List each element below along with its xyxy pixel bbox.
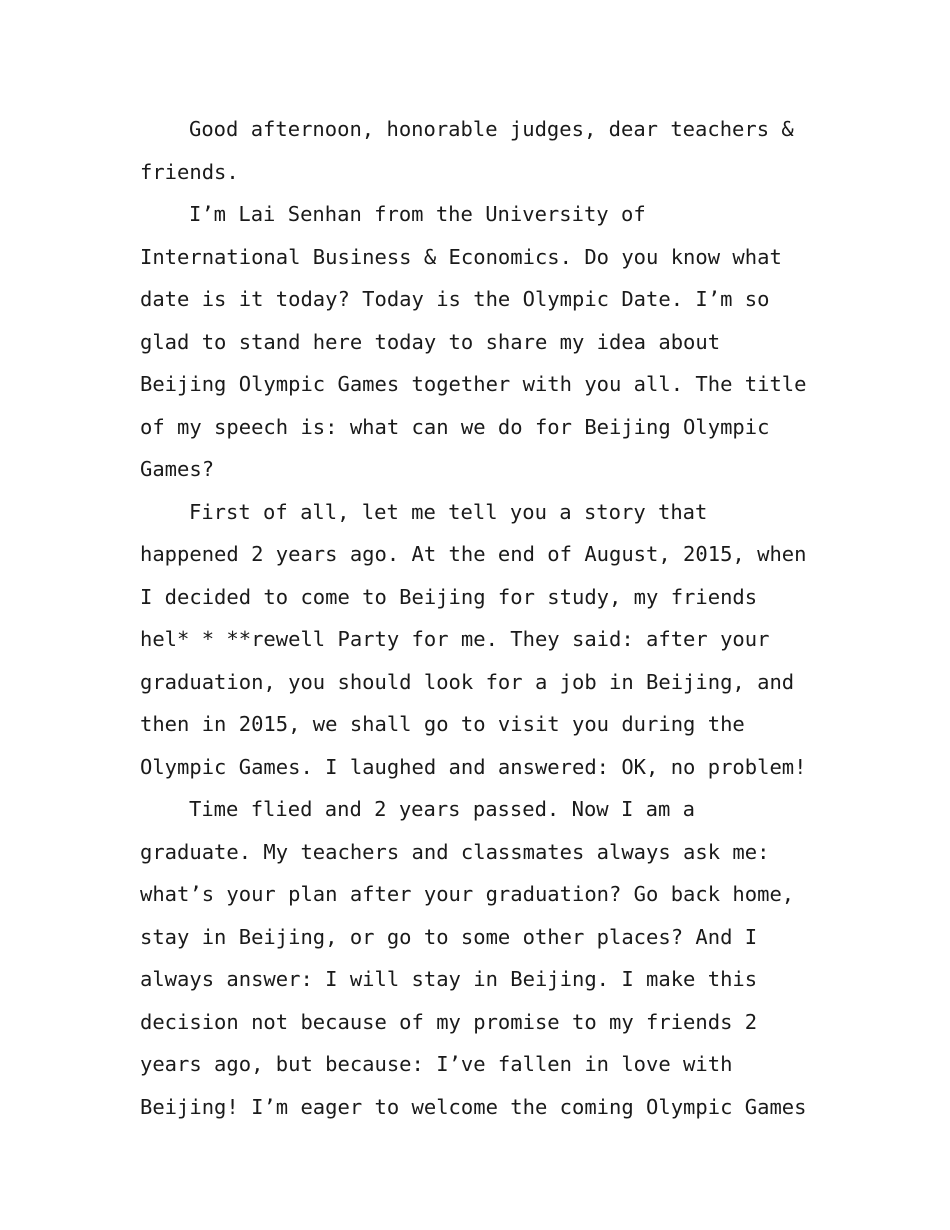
text-line: decision not because of my promise to my friends 2 [140, 1009, 758, 1034]
text-line: of my speech is: what can we do for Beijing Olympic [140, 414, 770, 439]
paragraph-introduction [140, 193, 820, 491]
paragraph-greeting [140, 108, 820, 193]
speech-body [140, 108, 820, 1128]
text-line: Olympic Games. I laughed and answered: OK, no problem! [140, 754, 807, 779]
text-line: I decided to come to Beijing for study, my friends [140, 584, 758, 609]
text-line: years ago, but because: I’ve fallen in love with [140, 1052, 733, 1076]
text-line: Beijing! I’m eager to welcome the coming Olympic Games [140, 1094, 807, 1119]
text-line: what’s your plan after your graduation? Go back home, [140, 882, 795, 906]
text-line: I’m Lai Senhan from the University of [189, 202, 646, 226]
text-line: Time flied and 2 years passed. Now I am a [189, 797, 696, 821]
text-line: graduate. My teachers and classmates always ask me: [140, 839, 770, 864]
text-line: happened 2 years ago. At the end of August, 2015, when [140, 542, 807, 566]
text-line: date is it today? Today is the Olympic Date. I’m so [140, 287, 770, 311]
text-line: friends. [140, 159, 239, 184]
text-line: glad to stand here today to share my idea about [140, 329, 721, 354]
text-line: always answer: I will stay in Beijing. I make this [140, 967, 758, 991]
text-line: First of all, let me tell you a story that [189, 499, 708, 524]
paragraph-decision [140, 788, 820, 1128]
text-line: Good afternoon, honorable judges, dear teachers & [189, 117, 794, 141]
paragraph-story [140, 491, 820, 789]
text-line: Games? [140, 457, 215, 481]
text-line: then in 2015, we shall go to visit you during the [140, 712, 745, 736]
text-line: stay in Beijing, or go to some other places? And I [140, 924, 758, 949]
text-line: hel* * **rewell Party for me. They said: after your [140, 627, 770, 651]
text-line: International Business & Economics. Do you know what [140, 244, 782, 269]
text-line: Beijing Olympic Games together with you all. The title [140, 372, 807, 396]
text-line: graduation, you should look for a job in Beijing, and [140, 669, 795, 694]
